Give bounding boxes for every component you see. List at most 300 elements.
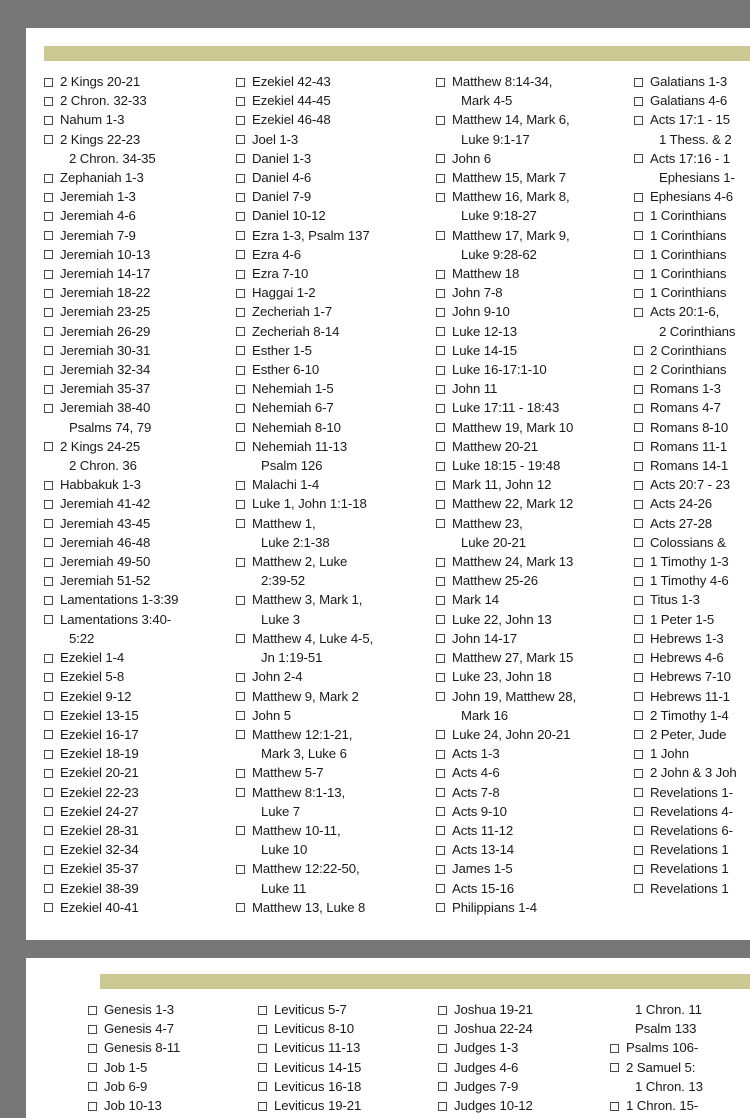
reading-list-item[interactable]	[630, 514, 750, 533]
checkbox-icon[interactable]	[634, 884, 643, 893]
checkbox-icon[interactable]	[634, 807, 643, 816]
reading-list-item[interactable]	[432, 264, 632, 283]
checkbox-icon[interactable]	[44, 788, 53, 797]
reading-list-item[interactable]	[432, 322, 632, 341]
checkbox-icon[interactable]	[634, 442, 643, 451]
reading-list-item[interactable]	[630, 456, 750, 475]
checkbox-icon[interactable]	[236, 442, 245, 451]
reading-list-item[interactable]	[40, 110, 236, 129]
checkbox-icon[interactable]	[436, 634, 445, 643]
reading-list-item[interactable]	[432, 821, 632, 840]
reading-list-item[interactable]	[40, 245, 236, 264]
reading-list-item[interactable]	[232, 91, 432, 110]
checkbox-icon[interactable]	[44, 327, 53, 336]
checkbox-icon[interactable]	[436, 270, 445, 279]
checkbox-icon[interactable]	[634, 346, 643, 355]
reading-list-item[interactable]	[232, 590, 432, 628]
checkbox-icon[interactable]	[436, 826, 445, 835]
reading-list-item[interactable]	[254, 1058, 444, 1077]
checkbox-icon[interactable]	[44, 404, 53, 413]
reading-list-item[interactable]	[432, 475, 632, 494]
checkbox-icon[interactable]	[436, 442, 445, 451]
checkbox-icon[interactable]	[44, 346, 53, 355]
reading-list-item[interactable]	[432, 456, 632, 475]
checkbox-icon[interactable]	[436, 462, 445, 471]
checkbox-icon[interactable]	[44, 673, 53, 682]
reading-list-item[interactable]	[432, 802, 632, 821]
checkbox-icon[interactable]	[436, 865, 445, 874]
reading-list-item[interactable]	[630, 533, 750, 552]
reading-list-item[interactable]	[630, 725, 750, 744]
reading-list-item[interactable]	[232, 859, 432, 897]
reading-list-item[interactable]	[432, 168, 632, 187]
checkbox-icon[interactable]	[44, 577, 53, 586]
reading-list-item[interactable]	[40, 802, 236, 821]
reading-list-item[interactable]	[432, 667, 632, 686]
checkbox-icon[interactable]	[236, 174, 245, 183]
checkbox-icon[interactable]	[236, 212, 245, 221]
reading-list-item[interactable]	[630, 763, 750, 782]
reading-list-item[interactable]	[432, 590, 632, 609]
reading-list-item[interactable]	[630, 149, 750, 187]
reading-list-item[interactable]	[432, 379, 632, 398]
reading-list-item[interactable]	[40, 72, 236, 91]
reading-list-item[interactable]	[232, 629, 432, 667]
reading-list-item[interactable]	[254, 1077, 444, 1096]
reading-list-item[interactable]	[40, 514, 236, 533]
checkbox-icon[interactable]	[436, 769, 445, 778]
reading-list-item[interactable]	[630, 226, 750, 245]
checkbox-icon[interactable]	[236, 730, 245, 739]
reading-list-item[interactable]	[40, 226, 236, 245]
checkbox-icon[interactable]	[236, 692, 245, 701]
reading-list-item[interactable]	[232, 667, 432, 686]
checkbox-icon[interactable]	[44, 807, 53, 816]
checkbox-icon[interactable]	[610, 1063, 619, 1072]
checkbox-icon[interactable]	[436, 596, 445, 605]
checkbox-icon[interactable]	[436, 884, 445, 893]
checkbox-icon[interactable]	[634, 385, 643, 394]
reading-list-item[interactable]	[40, 840, 236, 859]
reading-list-item[interactable]	[432, 437, 632, 456]
reading-list-item[interactable]	[630, 475, 750, 494]
reading-list-item[interactable]	[630, 72, 750, 91]
checkbox-icon[interactable]	[236, 250, 245, 259]
reading-list-item[interactable]	[40, 879, 236, 898]
reading-list-item[interactable]	[232, 514, 432, 552]
checkbox-icon[interactable]	[236, 270, 245, 279]
checkbox-icon[interactable]	[634, 615, 643, 624]
checkbox-icon[interactable]	[258, 1006, 267, 1015]
checkbox-icon[interactable]	[88, 1063, 97, 1072]
checkbox-icon[interactable]	[436, 500, 445, 509]
reading-list-item[interactable]	[630, 744, 750, 763]
checkbox-icon[interactable]	[236, 826, 245, 835]
reading-list-item[interactable]	[630, 245, 750, 264]
checkbox-icon[interactable]	[236, 97, 245, 106]
checkbox-icon[interactable]	[438, 1102, 447, 1111]
reading-list-item[interactable]	[232, 706, 432, 725]
reading-list-item[interactable]	[432, 341, 632, 360]
checkbox-icon[interactable]	[44, 654, 53, 663]
reading-list-item[interactable]	[432, 514, 632, 552]
reading-list-item[interactable]	[254, 1019, 444, 1038]
checkbox-icon[interactable]	[634, 865, 643, 874]
checkbox-icon[interactable]	[438, 1044, 447, 1053]
checkbox-icon[interactable]	[436, 404, 445, 413]
checkbox-icon[interactable]	[436, 174, 445, 183]
reading-list-item[interactable]	[84, 1077, 274, 1096]
checkbox-icon[interactable]	[610, 1044, 619, 1053]
checkbox-icon[interactable]	[436, 78, 445, 87]
checkbox-icon[interactable]	[634, 558, 643, 567]
reading-list-item[interactable]	[84, 1019, 274, 1038]
reading-list-item[interactable]	[432, 360, 632, 379]
checkbox-icon[interactable]	[634, 423, 643, 432]
reading-list-item[interactable]	[630, 91, 750, 110]
checkbox-icon[interactable]	[436, 481, 445, 490]
checkbox-icon[interactable]	[634, 462, 643, 471]
checkbox-icon[interactable]	[436, 116, 445, 125]
reading-list-item[interactable]	[40, 533, 236, 552]
reading-list-item[interactable]	[432, 687, 632, 725]
reading-list-item[interactable]	[630, 552, 750, 571]
reading-list-item[interactable]	[40, 571, 236, 590]
reading-list-item[interactable]	[40, 821, 236, 840]
checkbox-icon[interactable]	[438, 1082, 447, 1091]
checkbox-icon[interactable]	[634, 519, 643, 528]
reading-list-item[interactable]	[40, 610, 236, 648]
reading-list-item[interactable]	[232, 206, 432, 225]
reading-list-item[interactable]	[630, 783, 750, 802]
reading-list-item[interactable]	[432, 898, 632, 917]
checkbox-icon[interactable]	[236, 769, 245, 778]
reading-list-item[interactable]	[232, 360, 432, 379]
reading-list-item[interactable]	[432, 648, 632, 667]
reading-list-item[interactable]	[40, 437, 236, 475]
reading-list-item[interactable]	[630, 437, 750, 456]
reading-list-item[interactable]	[84, 1038, 274, 1057]
reading-list-item[interactable]	[432, 226, 632, 264]
checkbox-icon[interactable]	[44, 250, 53, 259]
reading-list-item[interactable]	[434, 1096, 624, 1115]
checkbox-icon[interactable]	[44, 481, 53, 490]
reading-list-item[interactable]	[630, 206, 750, 225]
checkbox-icon[interactable]	[634, 500, 643, 509]
reading-list-item[interactable]	[432, 629, 632, 648]
reading-list-item[interactable]	[434, 1077, 624, 1096]
checkbox-icon[interactable]	[634, 366, 643, 375]
checkbox-icon[interactable]	[44, 884, 53, 893]
reading-list-item[interactable]	[434, 1019, 624, 1038]
reading-list-item[interactable]	[630, 610, 750, 629]
checkbox-icon[interactable]	[44, 558, 53, 567]
reading-list-item[interactable]	[232, 398, 432, 417]
reading-list-item[interactable]	[630, 840, 750, 859]
reading-list-item[interactable]	[630, 110, 750, 148]
checkbox-icon[interactable]	[634, 750, 643, 759]
checkbox-icon[interactable]	[44, 442, 53, 451]
checkbox-icon[interactable]	[258, 1063, 267, 1072]
reading-list-item[interactable]	[40, 706, 236, 725]
reading-list-item[interactable]	[432, 840, 632, 859]
reading-list-item[interactable]	[232, 783, 432, 821]
reading-list-item[interactable]	[434, 1038, 624, 1057]
reading-list-item[interactable]	[432, 610, 632, 629]
reading-list-item[interactable]	[232, 379, 432, 398]
reading-list-item[interactable]	[432, 763, 632, 782]
reading-list-item[interactable]	[232, 687, 432, 706]
checkbox-icon[interactable]	[634, 577, 643, 586]
checkbox-icon[interactable]	[44, 596, 53, 605]
checkbox-icon[interactable]	[438, 1006, 447, 1015]
checkbox-icon[interactable]	[436, 673, 445, 682]
reading-list-item[interactable]	[630, 302, 750, 340]
reading-list-item[interactable]	[432, 859, 632, 878]
checkbox-icon[interactable]	[44, 750, 53, 759]
checkbox-icon[interactable]	[44, 615, 53, 624]
checkbox-icon[interactable]	[436, 289, 445, 298]
checkbox-icon[interactable]	[44, 730, 53, 739]
checkbox-icon[interactable]	[634, 116, 643, 125]
checkbox-icon[interactable]	[436, 730, 445, 739]
checkbox-icon[interactable]	[436, 788, 445, 797]
reading-list-item[interactable]	[40, 494, 236, 513]
checkbox-icon[interactable]	[44, 903, 53, 912]
reading-list-item[interactable]	[40, 206, 236, 225]
checkbox-icon[interactable]	[436, 308, 445, 317]
checkbox-icon[interactable]	[236, 788, 245, 797]
checkbox-icon[interactable]	[44, 212, 53, 221]
slide-card-1[interactable]	[26, 28, 750, 940]
checkbox-icon[interactable]	[634, 846, 643, 855]
reading-list-item[interactable]	[40, 687, 236, 706]
checkbox-icon[interactable]	[44, 308, 53, 317]
reading-list-item[interactable]	[40, 379, 236, 398]
checkbox-icon[interactable]	[634, 193, 643, 202]
reading-list-item[interactable]	[434, 1000, 624, 1019]
reading-list-item[interactable]	[432, 725, 632, 744]
reading-list-item[interactable]	[232, 264, 432, 283]
checkbox-icon[interactable]	[634, 711, 643, 720]
checkbox-icon[interactable]	[44, 519, 53, 528]
reading-list-item[interactable]	[40, 341, 236, 360]
checkbox-icon[interactable]	[634, 97, 643, 106]
checkbox-icon[interactable]	[236, 154, 245, 163]
checkbox-icon[interactable]	[436, 154, 445, 163]
checkbox-icon[interactable]	[634, 692, 643, 701]
reading-list-item[interactable]	[40, 859, 236, 878]
checkbox-icon[interactable]	[436, 346, 445, 355]
reading-list-item[interactable]	[606, 1038, 750, 1057]
reading-list-item[interactable]	[232, 725, 432, 763]
reading-list-item[interactable]	[630, 494, 750, 513]
reading-list-item[interactable]	[84, 1000, 274, 1019]
checkbox-icon[interactable]	[436, 750, 445, 759]
checkbox-icon[interactable]	[634, 634, 643, 643]
checkbox-icon[interactable]	[236, 423, 245, 432]
checkbox-icon[interactable]	[236, 673, 245, 682]
checkbox-icon[interactable]	[236, 711, 245, 720]
checkbox-icon[interactable]	[44, 174, 53, 183]
reading-list-item[interactable]	[40, 552, 236, 571]
checkbox-icon[interactable]	[610, 1102, 619, 1111]
reading-list-item[interactable]	[232, 168, 432, 187]
reading-list-item[interactable]	[630, 379, 750, 398]
reading-list-item[interactable]	[40, 725, 236, 744]
reading-list-item[interactable]	[630, 687, 750, 706]
checkbox-icon[interactable]	[88, 1102, 97, 1111]
reading-list-item[interactable]	[232, 149, 432, 168]
reading-list-item[interactable]	[432, 110, 632, 148]
reading-list-item[interactable]	[40, 283, 236, 302]
checkbox-icon[interactable]	[44, 270, 53, 279]
checkbox-icon[interactable]	[44, 846, 53, 855]
reading-list-item[interactable]	[40, 763, 236, 782]
reading-list-item[interactable]	[232, 437, 432, 475]
checkbox-icon[interactable]	[236, 366, 245, 375]
checkbox-icon[interactable]	[634, 404, 643, 413]
reading-list-item[interactable]	[232, 552, 432, 590]
checkbox-icon[interactable]	[436, 558, 445, 567]
reading-list-item[interactable]	[232, 110, 432, 129]
checkbox-icon[interactable]	[634, 212, 643, 221]
reading-list-item[interactable]	[254, 1038, 444, 1057]
checkbox-icon[interactable]	[44, 500, 53, 509]
checkbox-icon[interactable]	[236, 308, 245, 317]
checkbox-icon[interactable]	[436, 231, 445, 240]
reading-list-item[interactable]	[630, 398, 750, 417]
reading-list-item[interactable]	[630, 571, 750, 590]
checkbox-icon[interactable]	[44, 116, 53, 125]
checkbox-icon[interactable]	[236, 519, 245, 528]
reading-list-item[interactable]	[232, 898, 432, 917]
reading-list-item[interactable]	[232, 226, 432, 245]
checkbox-icon[interactable]	[436, 519, 445, 528]
reading-list-item[interactable]	[40, 91, 236, 110]
reading-list-item[interactable]	[40, 398, 236, 436]
checkbox-icon[interactable]	[438, 1025, 447, 1034]
reading-list-item[interactable]	[232, 72, 432, 91]
checkbox-icon[interactable]	[258, 1102, 267, 1111]
reading-list-item[interactable]	[232, 187, 432, 206]
checkbox-icon[interactable]	[236, 404, 245, 413]
reading-list-item[interactable]	[40, 360, 236, 379]
checkbox-icon[interactable]	[436, 577, 445, 586]
checkbox-icon[interactable]	[634, 730, 643, 739]
checkbox-icon[interactable]	[44, 538, 53, 547]
reading-list-item[interactable]	[432, 72, 632, 110]
reading-list-item[interactable]	[40, 667, 236, 686]
checkbox-icon[interactable]	[44, 78, 53, 87]
checkbox-icon[interactable]	[258, 1025, 267, 1034]
checkbox-icon[interactable]	[236, 346, 245, 355]
checkbox-icon[interactable]	[634, 289, 643, 298]
checkbox-icon[interactable]	[44, 865, 53, 874]
reading-list-item[interactable]	[40, 744, 236, 763]
checkbox-icon[interactable]	[634, 654, 643, 663]
checkbox-icon[interactable]	[44, 135, 53, 144]
reading-list-item[interactable]	[630, 264, 750, 283]
checkbox-icon[interactable]	[236, 116, 245, 125]
checkbox-icon[interactable]	[436, 846, 445, 855]
reading-list-item[interactable]	[630, 341, 750, 360]
reading-list-item[interactable]	[40, 783, 236, 802]
reading-list-item[interactable]	[432, 879, 632, 898]
checkbox-icon[interactable]	[634, 308, 643, 317]
checkbox-icon[interactable]	[236, 385, 245, 394]
reading-list-item[interactable]	[432, 552, 632, 571]
checkbox-icon[interactable]	[634, 250, 643, 259]
checkbox-icon[interactable]	[236, 481, 245, 490]
reading-list-item[interactable]	[232, 475, 432, 494]
checkbox-icon[interactable]	[44, 231, 53, 240]
checkbox-icon[interactable]	[236, 78, 245, 87]
checkbox-icon[interactable]	[236, 865, 245, 874]
checkbox-icon[interactable]	[236, 558, 245, 567]
reading-list-item[interactable]	[232, 245, 432, 264]
reading-list-item[interactable]	[84, 1058, 274, 1077]
reading-list-item[interactable]	[432, 398, 632, 417]
checkbox-icon[interactable]	[634, 673, 643, 682]
reading-list-item[interactable]	[40, 648, 236, 667]
reading-list-item[interactable]	[40, 130, 236, 168]
reading-list-item[interactable]	[630, 360, 750, 379]
reading-list-item[interactable]	[606, 1000, 750, 1019]
reading-list-item[interactable]	[630, 187, 750, 206]
checkbox-icon[interactable]	[236, 500, 245, 509]
checkbox-icon[interactable]	[436, 423, 445, 432]
reading-list-item[interactable]	[40, 322, 236, 341]
checkbox-icon[interactable]	[236, 231, 245, 240]
reading-list-item[interactable]	[232, 283, 432, 302]
checkbox-icon[interactable]	[258, 1044, 267, 1053]
reading-list-item[interactable]	[232, 763, 432, 782]
reading-list-item[interactable]	[630, 879, 750, 898]
reading-list-item[interactable]	[40, 264, 236, 283]
checkbox-icon[interactable]	[44, 366, 53, 375]
checkbox-icon[interactable]	[44, 193, 53, 202]
reading-list-item[interactable]	[630, 859, 750, 878]
reading-list-item[interactable]	[630, 667, 750, 686]
checkbox-icon[interactable]	[436, 807, 445, 816]
reading-list-item[interactable]	[606, 1058, 750, 1096]
checkbox-icon[interactable]	[44, 385, 53, 394]
reading-list-item[interactable]	[432, 744, 632, 763]
checkbox-icon[interactable]	[236, 327, 245, 336]
checkbox-icon[interactable]	[436, 692, 445, 701]
checkbox-icon[interactable]	[236, 903, 245, 912]
checkbox-icon[interactable]	[44, 826, 53, 835]
checkbox-icon[interactable]	[44, 711, 53, 720]
checkbox-icon[interactable]	[634, 154, 643, 163]
reading-list-item[interactable]	[40, 168, 236, 187]
checkbox-icon[interactable]	[258, 1082, 267, 1091]
checkbox-icon[interactable]	[236, 634, 245, 643]
checkbox-icon[interactable]	[436, 654, 445, 663]
checkbox-icon[interactable]	[236, 135, 245, 144]
checkbox-icon[interactable]	[44, 769, 53, 778]
checkbox-icon[interactable]	[436, 327, 445, 336]
reading-list-item[interactable]	[432, 283, 632, 302]
reading-list-item[interactable]	[232, 341, 432, 360]
reading-list-item[interactable]	[434, 1058, 624, 1077]
slide-card-2[interactable]	[26, 958, 750, 1118]
reading-list-item[interactable]	[630, 629, 750, 648]
reading-list-item[interactable]	[630, 418, 750, 437]
reading-list-item[interactable]	[40, 590, 236, 609]
checkbox-icon[interactable]	[634, 78, 643, 87]
